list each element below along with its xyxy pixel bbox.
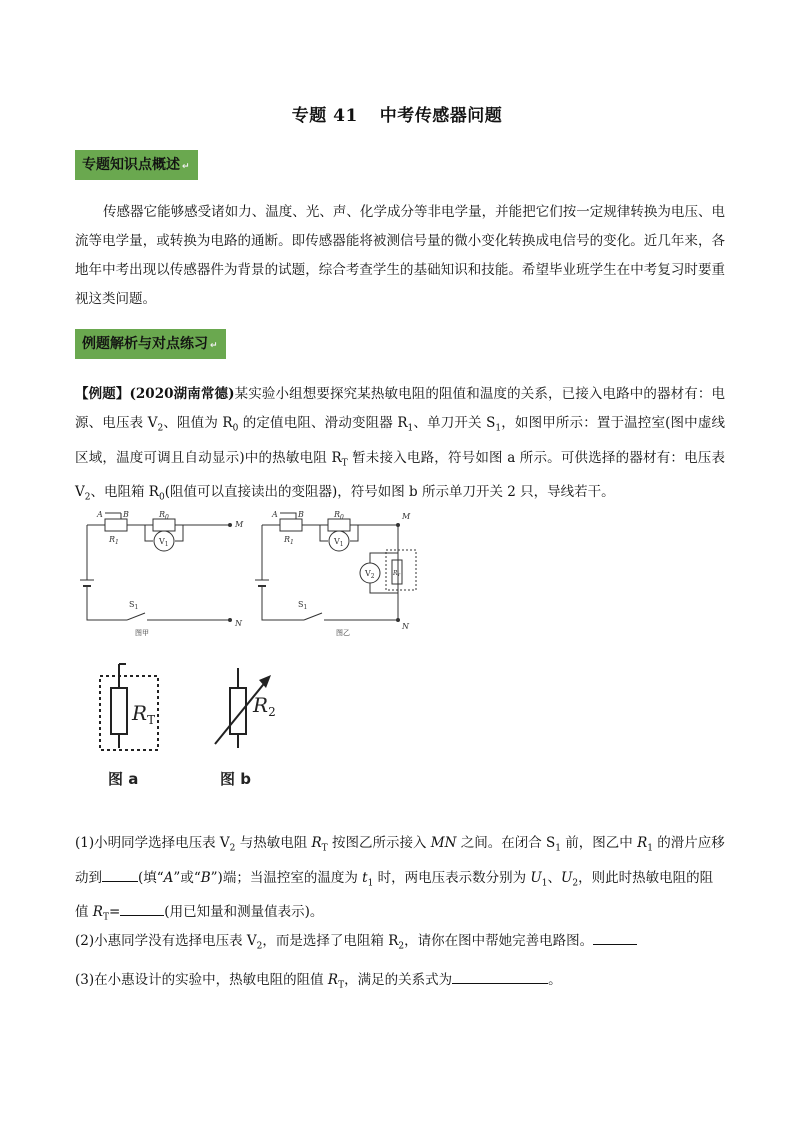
q-var: U <box>561 869 573 886</box>
figure-a-thermistor-symbol <box>90 660 180 790</box>
section-heading-examples <box>75 329 226 359</box>
q-var: U <box>530 869 542 886</box>
subscript: 2 <box>229 843 236 854</box>
answer-blank-relation[interactable] <box>452 967 548 984</box>
terminal-n <box>228 618 232 622</box>
q-var: B <box>200 869 211 886</box>
subscript: T <box>102 913 109 924</box>
q-text: 按图乙所示接入 <box>327 835 431 851</box>
q-text: ，则此时热敏电阻的阻值 <box>75 869 714 921</box>
q-var: R <box>327 972 339 988</box>
example-text: 、电阻箱 R <box>90 484 159 501</box>
answer-blank-rt[interactable] <box>120 899 164 916</box>
question-3 <box>75 966 725 1001</box>
label-a: A <box>272 510 278 519</box>
rheostat-r1 <box>105 519 127 531</box>
label-r1: $R_1$ <box>284 535 294 546</box>
caption-a: 图 a <box>108 770 139 788</box>
q-var: MN <box>430 835 457 851</box>
label-n: N <box>402 622 409 631</box>
q-var: R <box>637 835 648 851</box>
label-a: A <box>97 510 103 519</box>
caption-b: 图 b <box>220 770 251 788</box>
label-r0: $R_0$ <box>334 510 344 521</box>
resistor-r0 <box>153 519 175 531</box>
resistor-body <box>230 688 246 734</box>
example-text: 、单刀开关 S <box>413 415 496 431</box>
q-text: (1)小明同学选择电压表 V <box>75 835 230 851</box>
switch-s1 <box>304 613 322 620</box>
caption-jia: 图甲 <box>135 629 149 637</box>
terminal-m <box>228 523 232 527</box>
q-text: (用已知量和测量值表示)。 <box>164 904 324 921</box>
question-2 <box>75 927 725 962</box>
q-text: ，请你在图中帮她完善电路图。 <box>404 933 594 949</box>
label-rt: RT <box>393 570 401 577</box>
resistor-body <box>111 688 127 734</box>
wire <box>87 586 127 620</box>
subscript: 1 <box>407 423 414 434</box>
circuit-diagram-jia <box>75 505 250 640</box>
slider-wire <box>280 513 296 519</box>
q-text: (3)在小惠设计的实验中，热敏电阻的阻值 <box>75 972 328 988</box>
example-text: 、阻值为 R <box>163 415 233 431</box>
label-v1: $V_1$ <box>159 537 169 548</box>
subscript: 2 <box>84 493 91 504</box>
subscript: T <box>341 458 348 469</box>
q-text: 前，图乙中 <box>561 835 638 851</box>
q-text: = <box>108 904 121 921</box>
label-b: B <box>123 510 129 519</box>
label-r1: $R_1$ <box>109 535 119 546</box>
subscript: 1 <box>495 423 502 434</box>
terminal-m <box>396 523 400 527</box>
subscript: 0 <box>232 423 239 434</box>
figure-b-resistance-box-symbol <box>205 660 295 790</box>
label-v1: $V_1$ <box>334 537 344 548</box>
answer-blank-circuit[interactable] <box>593 928 637 945</box>
label-r2: $R_2$ <box>253 693 276 719</box>
subscript: T <box>321 843 328 854</box>
page-title <box>0 101 794 126</box>
q-text: (2)小惠同学没有选择电压表 V <box>75 933 257 949</box>
q-var: R <box>92 904 103 921</box>
q-var: t <box>362 869 368 886</box>
terminal-n <box>396 618 400 622</box>
q-text: ”)端；当温控室的温度为 <box>210 869 363 886</box>
label-r0: $R_0$ <box>159 510 169 521</box>
wire <box>320 525 328 541</box>
answer-blank-endpoint[interactable] <box>102 865 138 882</box>
circuit-diagram-yi <box>252 505 432 640</box>
q-text: ，满足的关系式为 <box>344 972 453 988</box>
example-tag: 【例题】 <box>75 386 130 402</box>
q-text: 。 <box>548 972 562 988</box>
section-heading-text: 例题解析与对点练习 <box>82 336 208 352</box>
section-heading-text: 专题知识点概述 <box>82 157 180 173</box>
example-text: ，如图甲所示：置于温控室(图中虚线区域，温度可调且自动显示)中的热敏电阻 R <box>75 415 725 466</box>
caption-yi: 图乙 <box>336 629 350 637</box>
title-text: 中考传感器问题 <box>379 106 503 126</box>
q-text: 之间。在闭合 S <box>456 835 556 851</box>
subscript: 0 <box>158 493 165 504</box>
question-1 <box>75 829 725 933</box>
label-b: B <box>298 510 304 519</box>
switch-s1 <box>127 613 145 620</box>
q-text: ”或“ <box>173 869 201 886</box>
section-heading-overview <box>75 150 198 180</box>
paragraph-mark: ↵ <box>210 341 218 351</box>
label-s1: $S_1$ <box>129 600 139 611</box>
q-text: 时，两电压表示数分别为 <box>373 869 531 886</box>
example-text: 的定值电阻、滑动变阻器 R <box>238 415 408 431</box>
rheostat-r1 <box>280 519 302 531</box>
subscript: 2 <box>572 878 579 889</box>
subscript: 2 <box>398 941 405 952</box>
subscript: 2 <box>157 423 164 434</box>
subscript: 1 <box>367 878 374 889</box>
wire <box>145 525 153 541</box>
label-rt: $R_T$ <box>132 701 156 727</box>
q-text: (填“ <box>138 869 164 886</box>
subscript: 1 <box>555 843 561 854</box>
example-text: 暂未接入电路，符号如图 a 所示。可供选择的器材有：电压表 V <box>75 449 725 501</box>
subscript: T <box>338 980 345 991</box>
label-v2: $V_2$ <box>365 569 375 580</box>
wire <box>370 553 398 563</box>
q-text: ，而是选择了电阻箱 R <box>262 933 399 949</box>
q-text: 的滑片应移动到 <box>75 835 725 886</box>
example-paragraph <box>75 380 725 513</box>
example-text: (阻值可以直接读出的变阻器)，符号如图 b 所示单刀开关 2 只，导线若干。 <box>164 484 615 501</box>
q-var: A <box>163 869 174 886</box>
subscript: 1 <box>647 843 653 854</box>
wire <box>175 525 183 541</box>
resistor-r0 <box>328 519 350 531</box>
intro-paragraph: 传感器它能够感受诸如力、温度、光、声、化学成分等非电学量，并能把它们按一定规律转换为电压、电流等电学量，或转换为电路的通断。即传感器能将被测信号量的微小变化转换成电信号的变化。近几年来，各地年中考出现以传感器件为背景的试题，综合考查学生的基础知识和技能。希望毕业班学生在中考复习时要重视这类问题。 <box>75 204 725 307</box>
label-m: M <box>235 520 244 529</box>
example-source: (2020湖南常德) <box>129 386 235 402</box>
q-var: R <box>311 835 322 851</box>
label-s1: $S_1$ <box>298 600 308 611</box>
title-number: 专题 41 <box>291 106 358 126</box>
label-m: M <box>402 512 411 521</box>
q-text: 与热敏电阻 <box>235 835 312 851</box>
paragraph-mark: ↵ <box>182 162 190 172</box>
subscript: 1 <box>541 878 548 889</box>
wire <box>350 525 358 541</box>
subscript: 2 <box>256 941 263 952</box>
label-n: N <box>235 619 242 628</box>
q-text: 、 <box>547 869 562 886</box>
example-text: 某实验小组想要探究某热敏电阻的阻值和温度的关系，已接入电路中的器材有：电源、电压表 V <box>75 386 726 431</box>
